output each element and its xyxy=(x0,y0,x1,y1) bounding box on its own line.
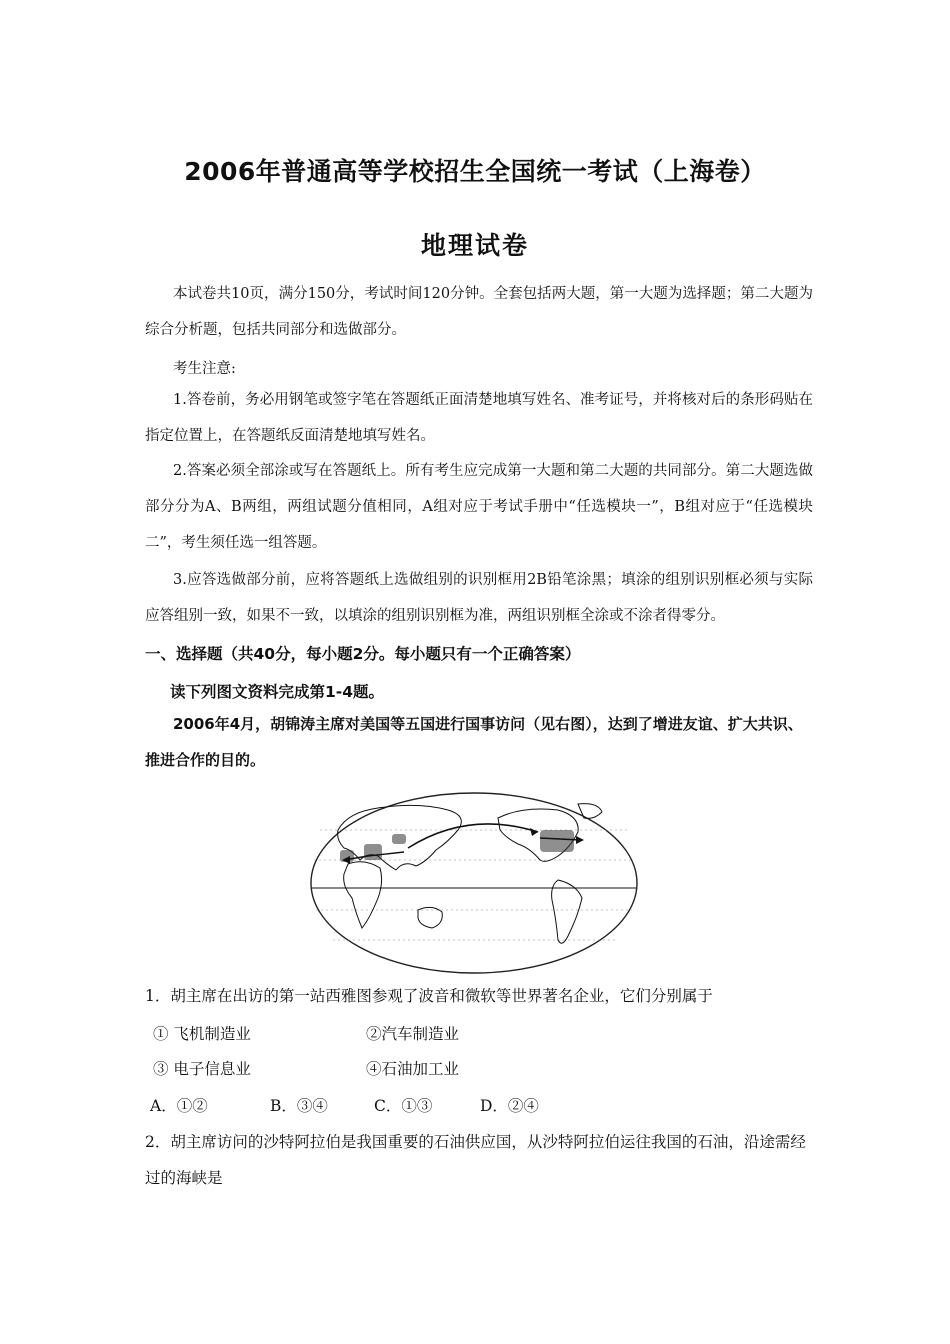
notice-heading: 考生注意: xyxy=(173,361,236,377)
intro-paragraph: 本试卷共10页，满分150分，考试时间120分钟。全套包括两大题，第一大题为选择题；第二大题为综合分析题，包括共同部分和选做部分。 xyxy=(145,286,813,338)
question-1-item: ① 飞机制造业 xyxy=(153,1025,251,1043)
exam-subtitle: 地理试卷 xyxy=(420,231,529,260)
exam-title: 2006年普通高等学校招生全国统一考试（上海卷） xyxy=(184,157,766,186)
question-1-choice: D．②④ xyxy=(480,1097,539,1115)
question-2-stem: 2．胡主席访问的沙特阿拉伯是我国重要的石油供应国，从沙特阿拉伯运往我国的石油，沿途需经过的海峡是 xyxy=(145,1133,806,1187)
note-2: 2.答案必须全部涂或写在答题纸上。所有考生应完成第一大题和第二大题的共同部分。第二大题选做部分分为A、B两组，两组试题分值相同，A组对应于考试手册中“任选模块一”，B组对应于“任选模块二”，考生须任选一组答题。 xyxy=(145,463,813,551)
section-instruction: 读下列图文资料完成第1-4题。 xyxy=(170,683,385,701)
world-map-figure xyxy=(308,790,640,976)
question-1-item: ②汽车制造业 xyxy=(366,1025,460,1043)
question-1-choice: A．①② xyxy=(150,1097,208,1115)
question-1-item: ③ 电子信息业 xyxy=(153,1060,251,1078)
note-1: 1.答卷前，务必用钢笔或签字笔在答题纸正面清楚地填写姓名、准考证号，并将核对后的条形码贴在指定位置上，在答题纸反面清楚地填写姓名。 xyxy=(145,392,813,444)
map-frame xyxy=(311,793,637,973)
note-3: 3.应答选做部分前，应将答题纸上选做组别的识别框用2B铅笔涂黑；填涂的组别识别框必须与实际应答组别一致，如果不一致，以填涂的组别识别框为准，两组识别框全涂或不涂者得零分。 xyxy=(145,572,813,624)
section-context: 2006年4月，胡锦涛主席对美国等五国进行国事访问（见右图），达到了增进友谊、扩大共识、推进合作的目的。 xyxy=(145,715,803,769)
section-heading: 一、选择题（共40分，每小题2分。每小题只有一个正确答案） xyxy=(145,645,581,663)
question-1-stem: 1．胡主席在出访的第一站西雅图参观了波音和微软等世界著名企业，它们分别属于 xyxy=(145,987,713,1005)
question-1-choice: C．①③ xyxy=(374,1097,433,1115)
question-1-choice: B．③④ xyxy=(270,1097,328,1115)
question-1-item: ④石油加工业 xyxy=(366,1060,460,1078)
